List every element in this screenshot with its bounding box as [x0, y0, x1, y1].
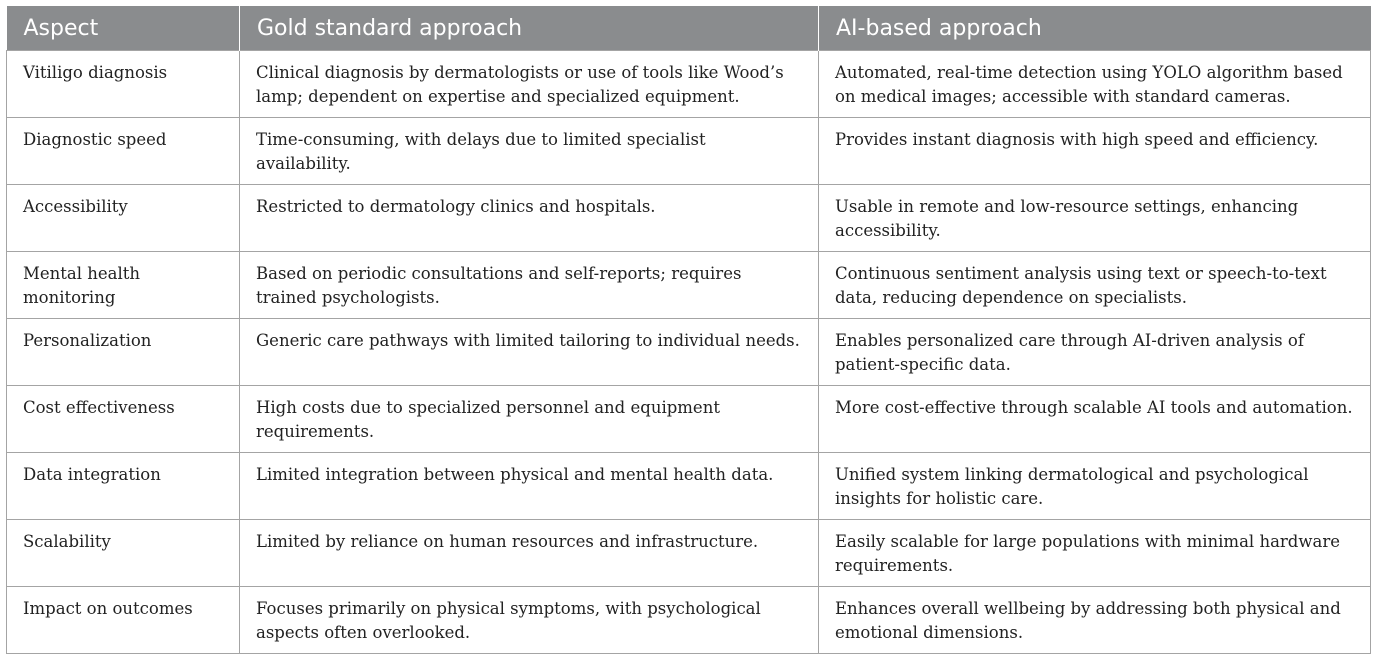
cell-ai-based: Unified system linking dermatological and psychological insights for holistic care. [819, 453, 1371, 520]
comparison-table-container [6, 6, 1370, 654]
cell-ai-based: Provides instant diagnosis with high speed and efficiency. [819, 118, 1371, 185]
cell-aspect: Data integration [7, 453, 240, 520]
cell-ai-based: Easily scalable for large populations with minimal hardware requirements. [819, 520, 1371, 587]
cell-gold-standard: Limited by reliance on human resources and infrastructure. [240, 520, 819, 587]
cell-aspect: Cost effectiveness [7, 386, 240, 453]
cell-gold-standard: High costs due to specialized personnel and equipment requirements. [240, 386, 819, 453]
cell-aspect: Accessibility [7, 185, 240, 252]
cell-aspect: Impact on outcomes [7, 587, 240, 654]
cell-ai-based: Usable in remote and low-resource settings, enhancing accessibility. [819, 185, 1371, 252]
cell-gold-standard: Based on periodic consultations and self-reports; requires trained psychologists. [240, 252, 819, 319]
cell-aspect: Mental health monitoring [7, 252, 240, 319]
header-row [7, 6, 1371, 51]
table-row [7, 520, 1371, 587]
cell-aspect: Vitiligo diagnosis [7, 51, 240, 118]
table-row [7, 453, 1371, 520]
cell-aspect: Scalability [7, 520, 240, 587]
cell-aspect: Personalization [7, 319, 240, 386]
table-row [7, 118, 1371, 185]
table-row [7, 252, 1371, 319]
cell-ai-based: Automated, real-time detection using YOLO algorithm based on medical images; accessible with standard cameras. [819, 51, 1371, 118]
table-row [7, 587, 1371, 654]
cell-gold-standard: Focuses primarily on physical symptoms, with psychological aspects often overlooked. [240, 587, 819, 654]
table-header [7, 6, 1371, 51]
comparison-table [6, 6, 1371, 654]
cell-aspect: Diagnostic speed [7, 118, 240, 185]
cell-ai-based: Enhances overall wellbeing by addressing both physical and emotional dimensions. [819, 587, 1371, 654]
header-gold-standard: Gold standard approach [240, 6, 819, 51]
cell-ai-based: Continuous sentiment analysis using text or speech-to-text data, reducing dependence on specialists. [819, 252, 1371, 319]
cell-gold-standard: Limited integration between physical and mental health data. [240, 453, 819, 520]
table-row [7, 185, 1371, 252]
table-row [7, 319, 1371, 386]
cell-gold-standard: Time-consuming, with delays due to limited specialist availability. [240, 118, 819, 185]
table-row [7, 386, 1371, 453]
cell-gold-standard: Restricted to dermatology clinics and hospitals. [240, 185, 819, 252]
cell-gold-standard: Clinical diagnosis by dermatologists or use of tools like Wood’s lamp; dependent on expertise and specialized equipment. [240, 51, 819, 118]
header-ai-based: AI-based approach [819, 6, 1371, 51]
cell-gold-standard: Generic care pathways with limited tailoring to individual needs. [240, 319, 819, 386]
cell-ai-based: Enables personalized care through AI-driven analysis of patient-specific data. [819, 319, 1371, 386]
cell-ai-based: More cost-effective through scalable AI tools and automation. [819, 386, 1371, 453]
table-row [7, 51, 1371, 118]
header-aspect: Aspect [7, 6, 240, 51]
table-body [7, 51, 1371, 654]
